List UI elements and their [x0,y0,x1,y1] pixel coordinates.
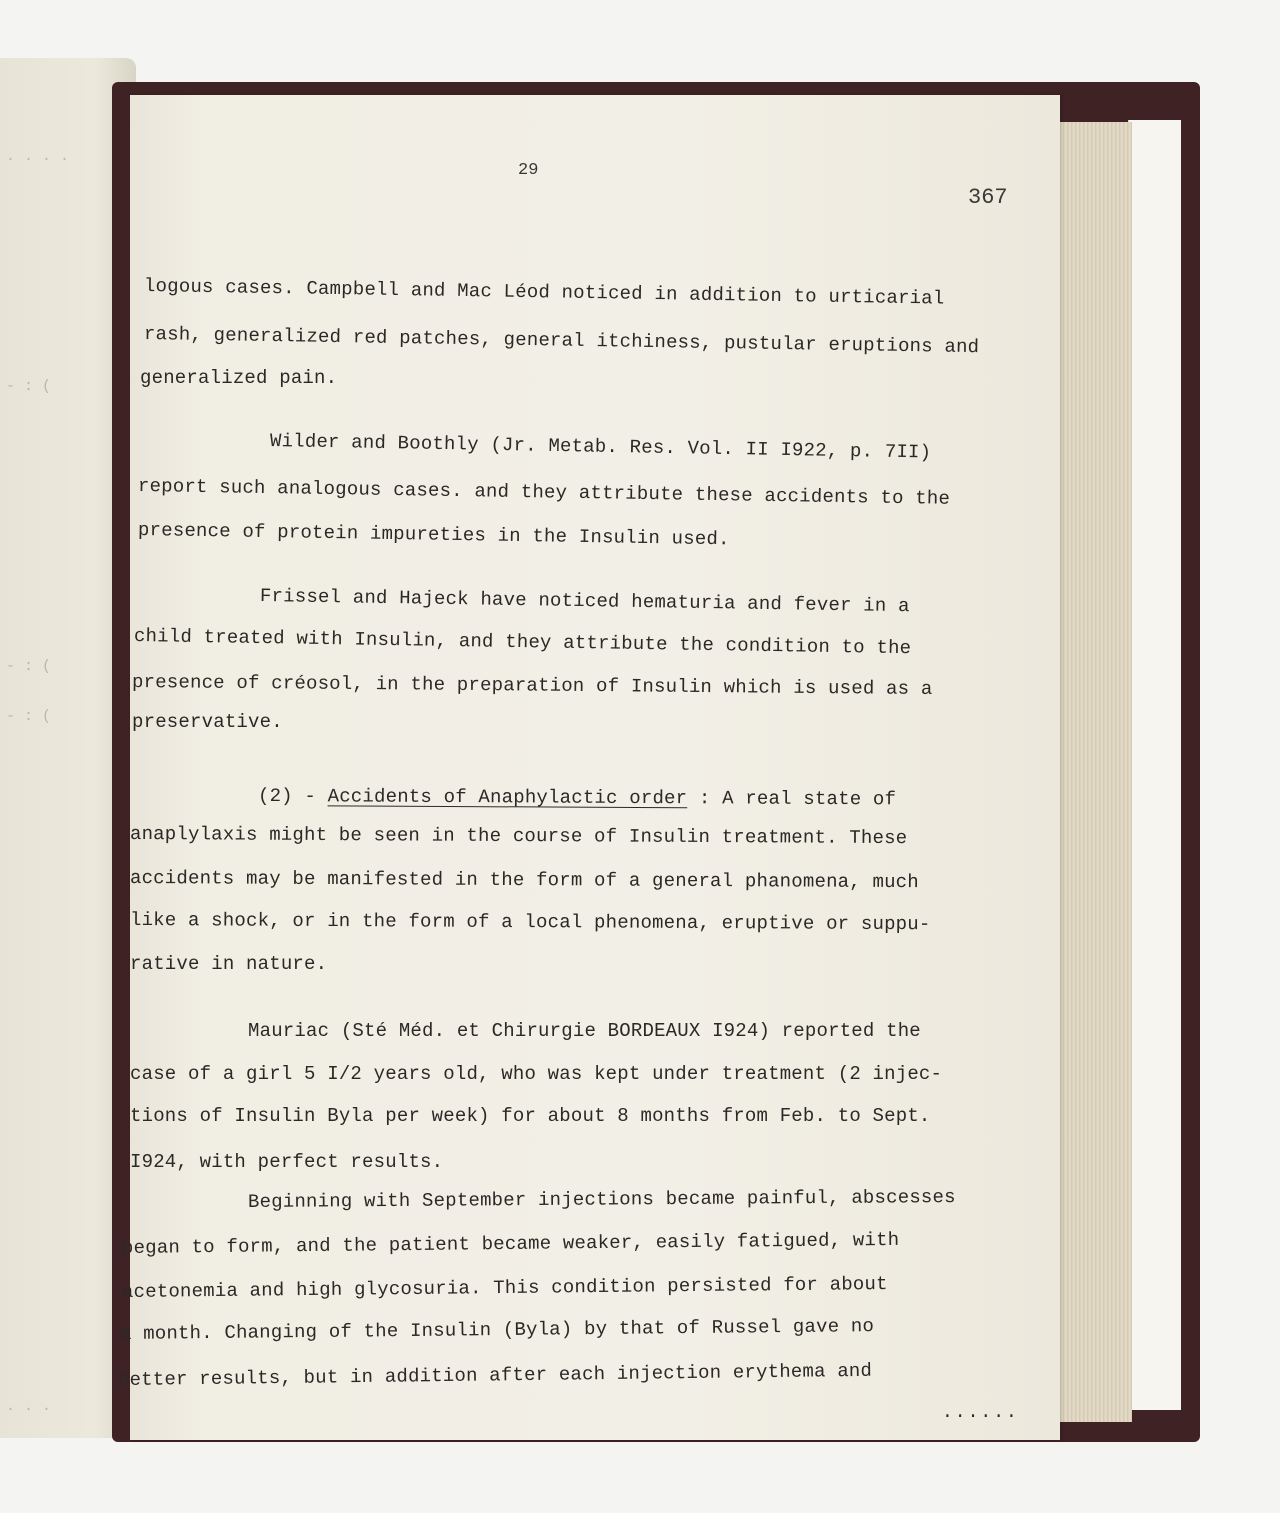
heading-prefix: (2) - [257,785,328,808]
text-line: Mauriac (Sté Méd. et Chirurgie BORDEAUX I924) reported the [248,1020,921,1042]
text-line: rash, generalized red patches, general itchiness, pustular eruptions and [143,323,980,359]
section-heading: Accidents of Anaphylactic order [327,785,688,810]
text-line: I924, with perfect results. [130,1151,444,1173]
text-line: logous cases. Campbell and Mac Léod noticed in addition to urticarial [143,275,945,310]
text-line: case of a girl 5 I/2 years old, who was kept under treatment (2 injec- [130,1063,943,1085]
section-heading-line [258,785,896,810]
text-line: generalized pain. [140,367,338,389]
text-line: tions of Insulin Byla per week) for about 8 months from Feb. to Sept. [130,1105,931,1127]
text-line: anaplylaxis might be seen in the course of Insulin treatment. These [129,823,908,850]
page-block-edges [1052,122,1132,1422]
text-line: acetonemia and high glycosuria. This condition persisted for about [121,1272,888,1303]
text-line: accidents may be manifested in the form of a general phanomena, much [129,867,919,894]
text-line: better results, but in addition after each injection erythema and [117,1359,873,1391]
show-through-text: . . . . - : ( - : ( - : ( . . . [6,148,70,1415]
loose-sheet [1128,120,1181,1410]
page-number: 29 [518,161,539,180]
document-page [117,95,1060,1440]
heading-suffix: : A real state of [687,787,897,811]
text-line: Wilder and Boothly (Jr. Metab. Res. Vol. II I922, p. 7II) [269,430,932,464]
text-line: Beginning with September injections became painful, abscesses [247,1186,956,1213]
text-line: began to form, and the patient became weaker, easily fatigued, with [121,1228,900,1259]
text-line: preservative. [132,711,283,733]
continuation-dots: ...... [942,1403,1019,1423]
text-line: Frissel and Hajeck have noticed hematuria and fever in a [259,585,910,618]
text-line: like a shock, or in the form of a local phenomena, eruptive or suppu- [129,909,931,936]
archive-number: 367 [968,185,1008,210]
text-line: a month. Changing of the Insulin (Byla) by that of Russel gave no [119,1315,875,1345]
text-line: child treated with Insulin, and they attribute the condition to the [133,625,912,660]
text-line: presence of créosol, in the preparation of Insulin which is used as a [131,671,933,700]
text-line: presence of protein impureties in the Insulin used. [137,519,730,551]
text-line: rative in nature. [130,953,328,975]
text-line: report such analogous cases. and they attribute these accidents to the [137,475,951,510]
